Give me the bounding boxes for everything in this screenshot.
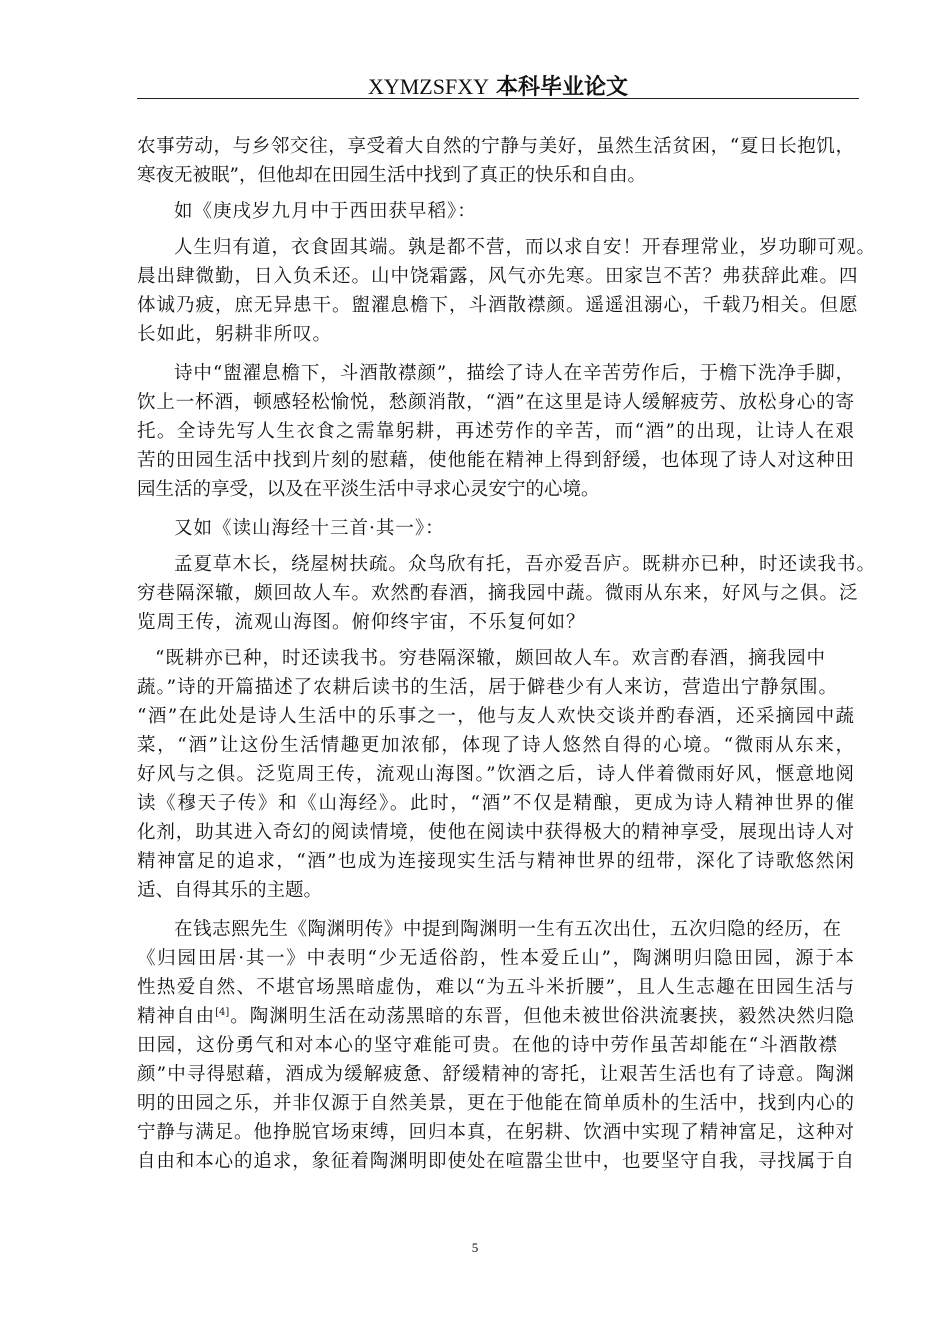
text-line: 宁静与满足。他挣脱官场束缚，回归本真，在躬耕、饮酒中实现了精神富足，这种对: [137, 1122, 854, 1143]
poem-line: 晨出肆微勤，日入负禾还。山中饶霜露，风气亦先寒。田家岂不苦？弗获辞此难。四: [137, 266, 859, 287]
text-line: 化剂，助其进入奇幻的阅读情境，使他在阅读中获得极大的精神享受，展现出诗人对: [137, 822, 854, 843]
text-line: 《归园田居·其一》中表明“少无适俗韵，性本爱丘山”，陶渊明归隐田园，源于本: [137, 948, 854, 969]
text-span: 。陶渊明生活在动荡黑暗的东晋，但他未被世俗洪流裹挟，毅然决然归隐: [229, 1006, 854, 1027]
text-line: 农事劳动，与乡邻交往，享受着大自然的宁静与美好，虽然生活贫困，“夏日长抱饥，: [137, 136, 854, 157]
paragraph: [137, 132, 854, 190]
paragraph: [137, 644, 854, 905]
header-rule: [137, 98, 859, 99]
poem-line: 孟夏草木长，绕屋树扶疏。众鸟欣有托，吾亦爱吾庐。既耕亦已种，时还读我书。: [174, 554, 877, 575]
page-number: 5: [471, 1240, 479, 1255]
text-line: 托。全诗先写人生衣食之需靠躬耕，再述劳作的辛苦，而“酒”的出现，让诗人在艰: [137, 421, 854, 442]
paragraph: [137, 915, 854, 1176]
text-line: 园生活的享受，以及在平淡生活中寻求心灵安宁的心境。: [137, 479, 600, 500]
poem-line: 体诚乃疲，庶无异患干。盥濯息檐下，斗酒散襟颜。遥遥沮溺心，千载乃相关。但愿: [137, 295, 859, 316]
text-line: “酒”在此处是诗人生活中的乐事之一，他与友人欢快交谈并酌春酒，还采摘园中蔬: [137, 706, 854, 727]
text-line: 饮上一杯酒，顿感轻松愉悦，愁颜消散，“酒”在这里是诗人缓解疲劳、放松身心的寄: [137, 392, 854, 413]
document-body: [137, 132, 877, 1176]
citation-ref[interactable]: [4]: [215, 1006, 230, 1018]
text-line: 精神富足的追求，“酒”也成为连接现实生活与精神世界的纽带，深化了诗歌悠然闲: [137, 851, 854, 872]
paragraph: [137, 359, 854, 504]
text-line: [137, 1002, 854, 1031]
text-line: 寒夜无被眠”，但他却在田园生活中找到了真正的快乐和自由。: [137, 165, 646, 186]
text-line: 好风与之俱。泛览周王传，流观山海图。”饮酒之后，诗人伴着微雨好风，惬意地阅: [137, 764, 854, 785]
header-title: 本科毕业论文: [496, 75, 629, 100]
text-line: 诗中“盥濯息檐下，斗酒散襟颜”，描绘了诗人在辛苦劳作后，于檐下洗净手脚，: [174, 363, 854, 384]
running-header: [137, 70, 859, 101]
text-line: 苦的田园生活中找到片刻的慰藉，使他能在精神上得到舒缓，也体现了诗人对这种田: [137, 450, 854, 471]
text-line: 适、自得其乐的主题。: [137, 880, 323, 901]
header-code: XYMZSFXY: [367, 74, 489, 99]
text-line: 读《穆天子传》和《山海经》。此时，“酒”不仅是精酿，更成为诗人精神世界的催: [137, 793, 854, 814]
poem-block: [137, 550, 877, 637]
text-line: 颜”中寻得慰藉，酒成为缓解疲惫、舒缓精神的寄托，让艰苦生活也有了诗意。陶渊: [137, 1064, 854, 1085]
text-line: 明的田园之乐，并非仅源于自然美景，更在于他能在简单质朴的生活中，找到内心的: [137, 1093, 854, 1114]
text-line: 在钱志熙先生《陶渊明传》中提到陶渊明一生有五次出仕，五次归隐的经历，在: [174, 919, 841, 940]
poem-line: 穷巷隔深辙，颇回故人车。欢然酌春酒，摘我园中蔬。微雨从东来，好风与之俱。泛: [137, 583, 859, 604]
poem-line: 人生归有道，衣食固其端。孰是都不营，而以求自安！开春理常业，岁功聊可观。: [174, 237, 877, 258]
poem-line: 览周王传，流观山海图。俯仰终宇宙，不乐复何如？: [137, 612, 586, 633]
poem-block: [137, 233, 877, 349]
text-line: 田园，这份勇气和对本心的坚守难能可贵。在他的诗中劳作虽苦却能在“斗酒散襟: [137, 1035, 837, 1056]
poem-line: 长如此，躬耕非所叹。: [137, 324, 333, 345]
poem-intro: 又如《读山海经十三首·其一》：: [174, 518, 445, 539]
text-line: “既耕亦已种，时还读我书。穷巷隔深辙，颇回故人车。欢言酌春酒，摘我园中: [155, 648, 825, 669]
text-line: 性热爱自然、不堪官场黑暗虚伪，难以“为五斗米折腰”，且人生志趣在田园生活与: [137, 977, 854, 998]
text-line: 蔬。”诗的开篇描述了农耕后读书的生活，居于僻巷少有人来访，营造出宁静氛围。: [137, 677, 837, 698]
text-line: 自由和本心的追求，象征着陶渊明即使处在喧嚣尘世中，也要坚守自我，寻找属于自: [137, 1151, 854, 1172]
text-line: 菜，“酒”让这份生活情趣更加浓郁，体现了诗人悠然自得的心境。“微雨从东来，: [137, 735, 854, 756]
text-span: 精神自由: [137, 1006, 216, 1027]
poem-intro: 如《庚戌岁九月中于西田获早稻》：: [174, 201, 477, 222]
